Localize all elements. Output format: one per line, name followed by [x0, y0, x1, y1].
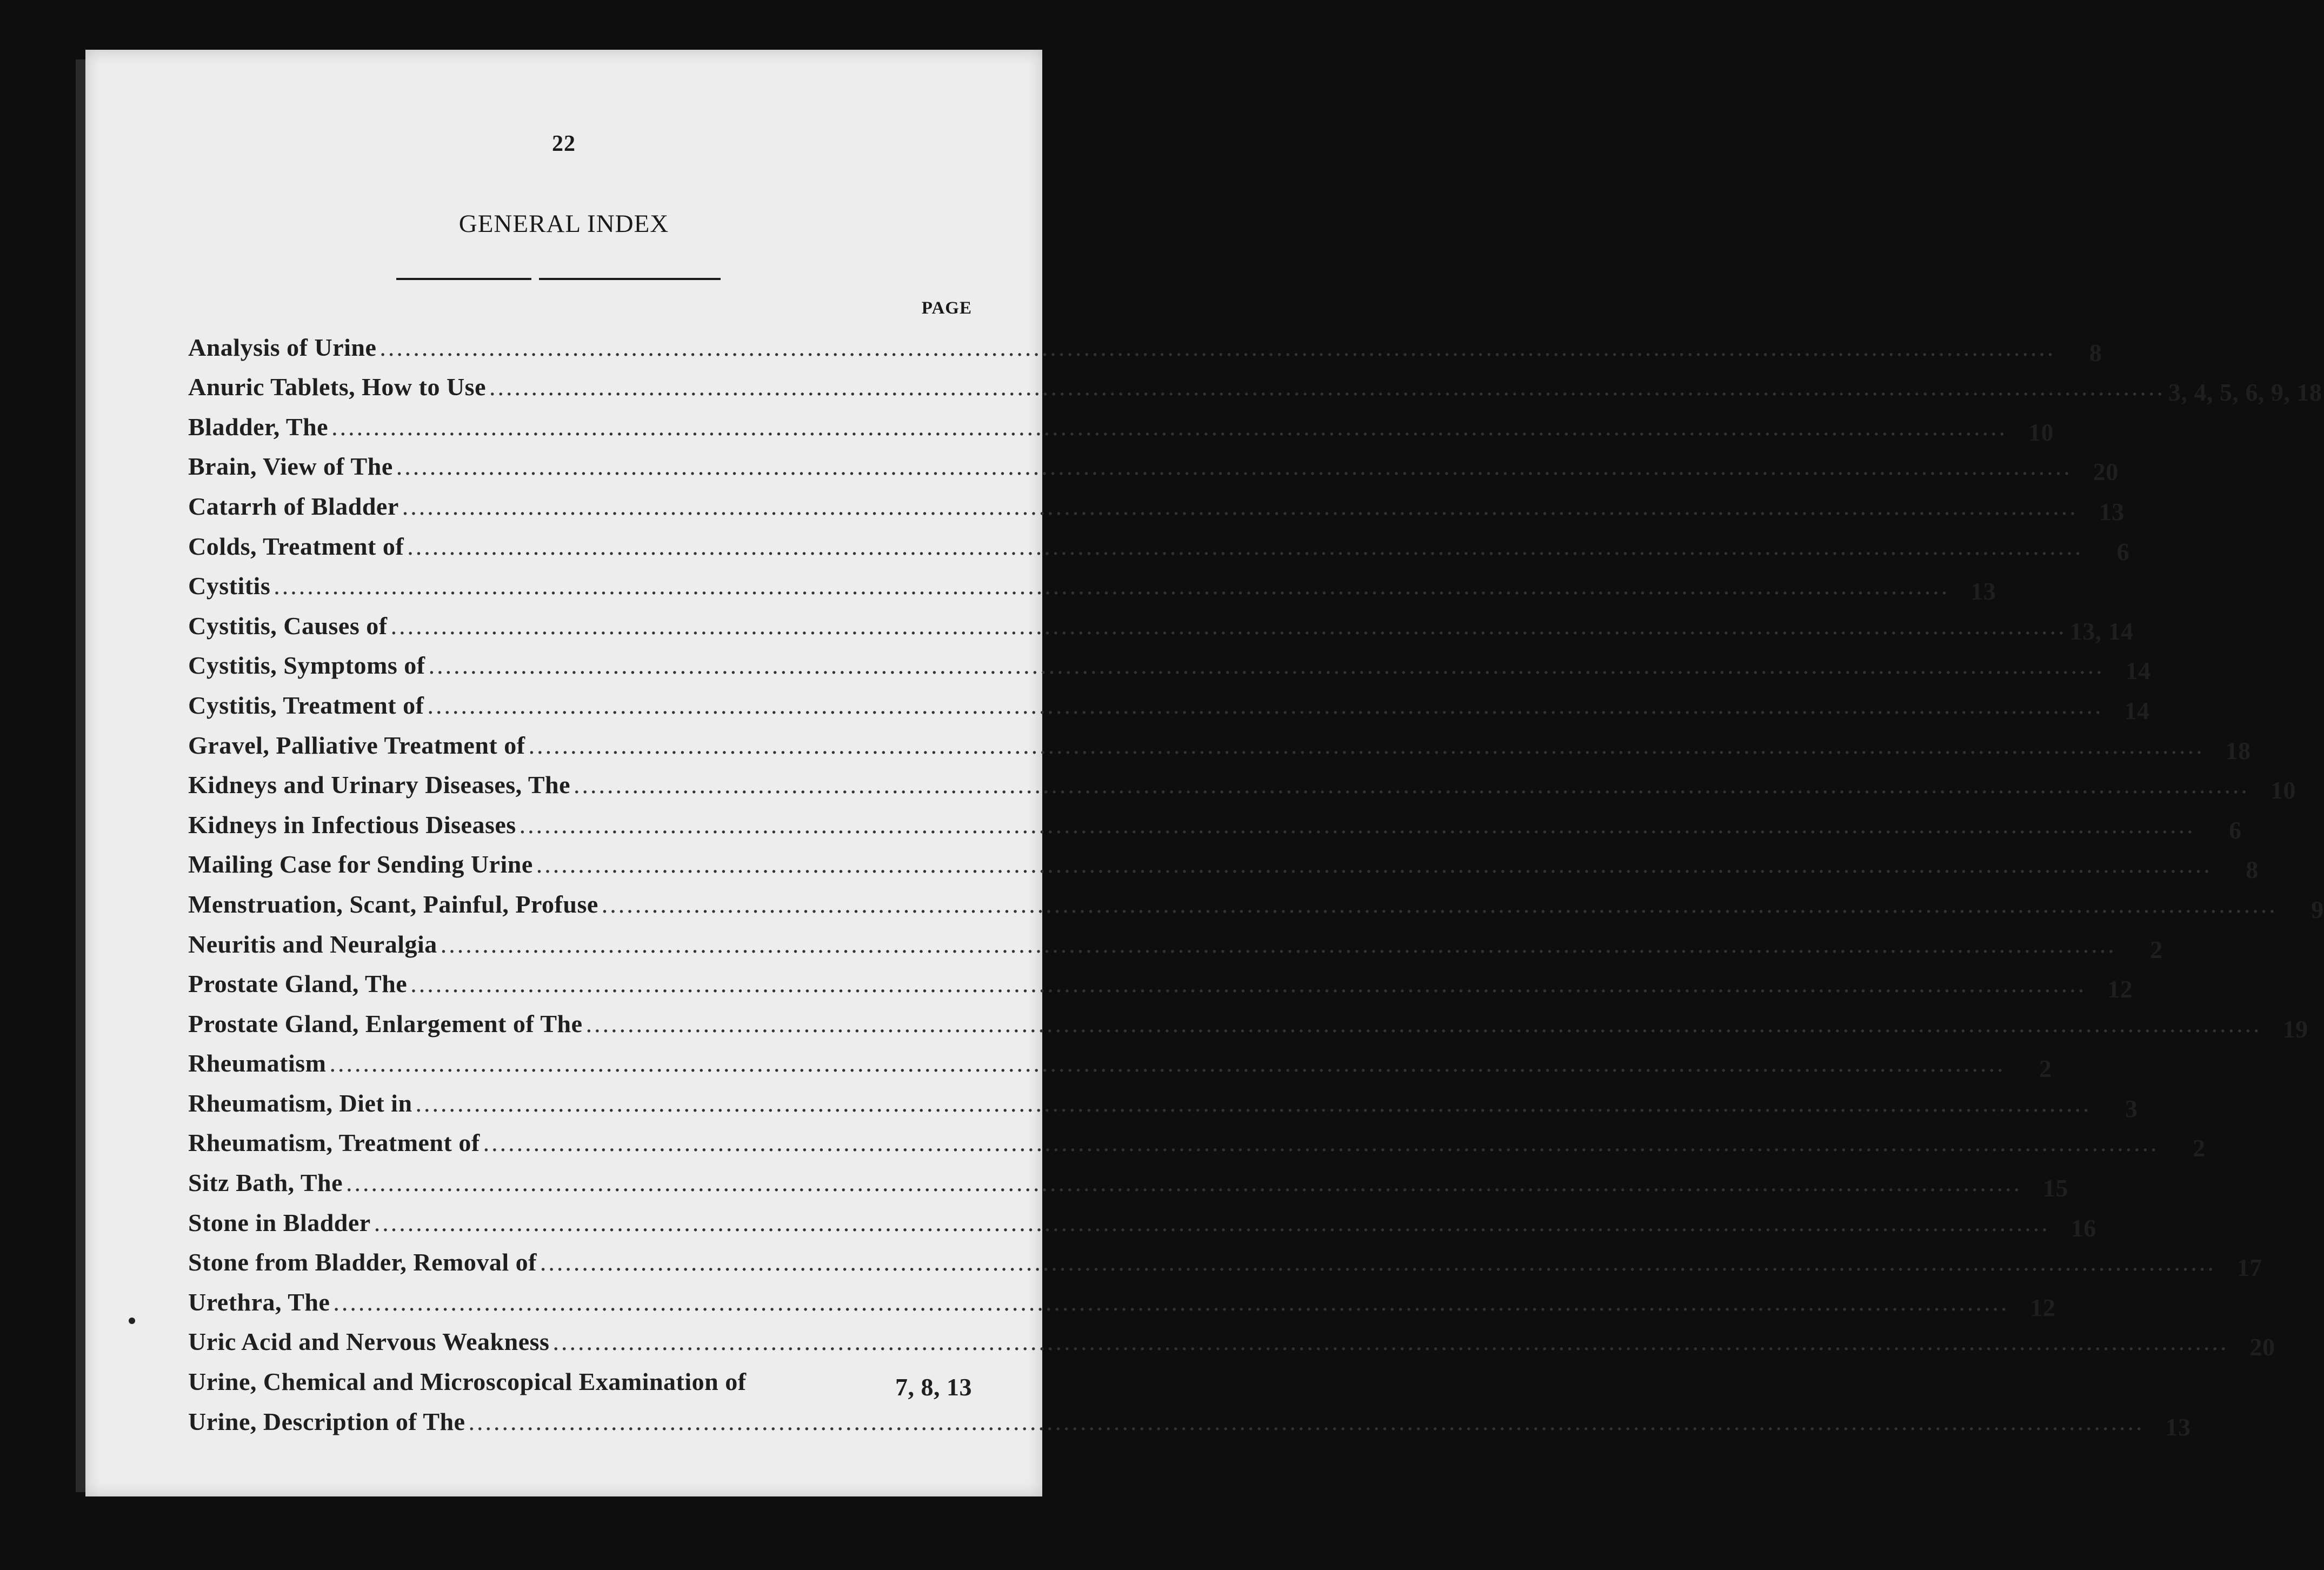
index-entry	[188, 360, 2322, 407]
margin-mark	[129, 1318, 135, 1324]
index-entries	[188, 320, 2324, 1441]
dot-leader: ........................................................................................................................................................................................................	[402, 492, 2078, 520]
index-entry	[188, 638, 2151, 685]
index-entry	[188, 797, 2242, 844]
index-entry	[188, 837, 2259, 884]
index-entry	[188, 996, 2308, 1043]
dot-leader: ........................................................................................................................................................................................................	[428, 651, 2105, 680]
dot-leader: ........................................................................................................................................................................................................	[379, 333, 2056, 361]
index-entry-label: Menstruation, Scant, Painful, Profuse	[188, 890, 598, 918]
dot-leader: ........................................................................................................................................................................................................	[440, 930, 2116, 958]
index-entry-pages: 9	[2311, 895, 2324, 923]
index-entry-pages: 15	[2043, 1174, 2069, 1202]
dot-leader: ........................................................................................................................................................................................................	[415, 1089, 2092, 1117]
index-entry-label: Bladder, The	[188, 413, 329, 441]
dot-leader: ........................................................................................................................................................................................................	[331, 413, 2008, 441]
index-entry-label: Anuric Tablets, How to Use	[188, 373, 486, 401]
title-rule	[396, 278, 721, 280]
dot-leader: ........................................................................................................................................................................................................	[407, 532, 2083, 560]
page-column-header: PAGE	[921, 298, 972, 318]
index-entry-label: Sitz Bath, The	[188, 1169, 343, 1197]
dot-leader: ........................................................................................................................................................................................................	[374, 1208, 2050, 1236]
index-entry-pages: 13	[2165, 1413, 2191, 1441]
dot-leader: ........................................................................................................................................................................................................	[489, 373, 2165, 401]
index-entry	[188, 1315, 2275, 1361]
index-entry-pages: 13	[2099, 497, 2125, 525]
dot-leader: ........................................................................................................................................................................................................	[329, 1049, 2006, 1077]
dot-leader: ........................................................................................................................................................................................................	[396, 453, 2072, 481]
index-entry-pages: 8	[2246, 856, 2259, 884]
index-entry-pages: 8	[2089, 338, 2102, 367]
page-number: 22	[552, 131, 576, 156]
index-entry-label: Rheumatism	[188, 1049, 327, 1077]
index-entry-label: Catarrh of Bladder	[188, 492, 399, 520]
index-entry	[188, 718, 2251, 764]
index-entry-pages: 20	[2249, 1333, 2275, 1361]
dot-leader: ........................................................................................................................................................................................................	[390, 611, 2067, 640]
dot-leader: ........................................................................................................................................................................................................	[601, 890, 2278, 918]
index-entry-label: Rheumatism, Treatment of	[188, 1129, 480, 1157]
index-entry	[188, 559, 1996, 606]
index-entry	[188, 917, 2163, 963]
index-entry	[188, 320, 2102, 367]
index-entry-pages: 20	[2093, 458, 2119, 486]
index-entry-label: Neuritis and Neuralgia	[188, 930, 437, 958]
index-entry	[188, 678, 2150, 724]
index-entry-label: Prostate Gland, Enlargement of The	[188, 1009, 583, 1037]
index-entry-pages: 13, 14	[2069, 617, 2134, 645]
index-entry	[188, 1354, 972, 1401]
index-entry-label: Prostate Gland, The	[188, 970, 408, 998]
index-entry	[188, 479, 2125, 525]
dot-leader: ........................................................................................................................................................................................................	[536, 850, 2212, 879]
index-entry-pages: 14	[2124, 696, 2150, 724]
index-entry-label: Gravel, Palliative Treatment of	[188, 731, 525, 759]
index-page	[85, 50, 2324, 1496]
index-entry-label: Cystitis, Treatment of	[188, 691, 424, 719]
index-title: GENERAL INDEX	[458, 210, 669, 238]
index-entry-pages: 13	[1970, 577, 1996, 606]
index-entry-pages: 12	[2030, 1293, 2056, 1321]
index-entry	[188, 1235, 2262, 1282]
index-entry-label: Colds, Treatment of	[188, 532, 404, 560]
index-entry-pages: 12	[2107, 975, 2133, 1003]
dot-leader: ........................................................................................................................................................................................................	[585, 1009, 2262, 1037]
index-entry	[188, 1076, 2138, 1122]
index-entry	[188, 1394, 2191, 1441]
index-entry-pages: 3	[2125, 1094, 2138, 1122]
index-entry	[188, 519, 2130, 566]
index-entry-pages: 17	[2236, 1254, 2262, 1282]
dot-leader: ........................................................................................................................................................................................................	[574, 771, 2250, 799]
index-entry	[188, 598, 2134, 645]
index-entry	[188, 1036, 2052, 1083]
dot-leader: ........................................................................................................................................................................................................	[410, 970, 2087, 998]
index-entry	[188, 440, 2119, 486]
dot-leader: ........................................................................................................................................................................................................	[274, 572, 1950, 600]
index-entry	[188, 957, 2133, 1003]
index-entry-pages: 6	[2229, 816, 2242, 844]
index-entry-label: Analysis of Urine	[188, 333, 377, 361]
index-entry-pages: 2	[2039, 1055, 2052, 1083]
index-entry-pages: 6	[2116, 537, 2130, 566]
index-entry-pages: 2	[2150, 935, 2163, 963]
dot-leader: ........................................................................................................................................................................................................	[483, 1129, 2159, 1157]
index-entry	[188, 758, 2296, 804]
index-entry	[188, 1275, 2056, 1321]
index-entry-pages: 10	[2028, 418, 2054, 446]
index-entry-pages: 10	[2270, 776, 2296, 804]
index-entry-label: Urine, Chemical and Microscopical Examination of	[188, 1368, 747, 1396]
index-entry-label: Cystitis	[188, 572, 271, 600]
dot-leader: ........................................................................................................................................................................................................	[540, 1248, 2216, 1276]
index-entry-label: Uric Acid and Nervous Weakness	[188, 1328, 550, 1356]
index-entry-pages: 14	[2125, 657, 2151, 685]
index-entry-label: Cystitis, Causes of	[188, 611, 388, 640]
dot-leader: ........................................................................................................................................................................................................	[346, 1169, 2022, 1197]
index-entry-label: Kidneys in Infectious Diseases	[188, 810, 516, 839]
dot-leader: ........................................................................................................................................................................................................	[519, 810, 2195, 839]
dot-leader: ........................................................................................................................................................................................................	[427, 691, 2103, 719]
dot-leader: ........................................................................................................................................................................................................	[528, 731, 2205, 759]
index-entry	[188, 877, 2324, 923]
index-entry-pages: 16	[2070, 1214, 2096, 1242]
dot-leader: ........................................................................................................................................................................................................	[468, 1407, 2145, 1435]
index-entry-label: Kidneys and Urinary Diseases, The	[188, 771, 571, 799]
index-entry	[188, 1195, 2096, 1242]
index-entry-pages: 19	[2282, 1015, 2308, 1043]
index-entry-pages: 18	[2225, 736, 2251, 764]
index-entry-label: Brain, View of The	[188, 453, 393, 481]
dot-leader: ........................................................................................................................................................................................................	[552, 1328, 2229, 1356]
index-entry	[188, 400, 2054, 446]
index-entry-pages: 2	[2193, 1134, 2206, 1162]
index-entry	[188, 1116, 2206, 1162]
index-entry-label: Urine, Description of The	[188, 1407, 465, 1435]
dot-leader: ........................................................................................................................................................................................................	[333, 1288, 2009, 1316]
index-entry	[188, 1155, 2069, 1202]
index-entry-label: Rheumatism, Diet in	[188, 1089, 412, 1117]
index-entry-pages: 7, 8, 13	[895, 1373, 972, 1401]
index-entry-label: Stone in Bladder	[188, 1208, 371, 1236]
index-entry-pages: 3, 4, 5, 6, 9, 18	[2168, 378, 2322, 407]
index-entry-label: Cystitis, Symptoms of	[188, 651, 425, 680]
index-entry-label: Urethra, The	[188, 1288, 330, 1316]
index-entry-label: Mailing Case for Sending Urine	[188, 850, 533, 879]
index-entry-label: Stone from Bladder, Removal of	[188, 1248, 537, 1276]
